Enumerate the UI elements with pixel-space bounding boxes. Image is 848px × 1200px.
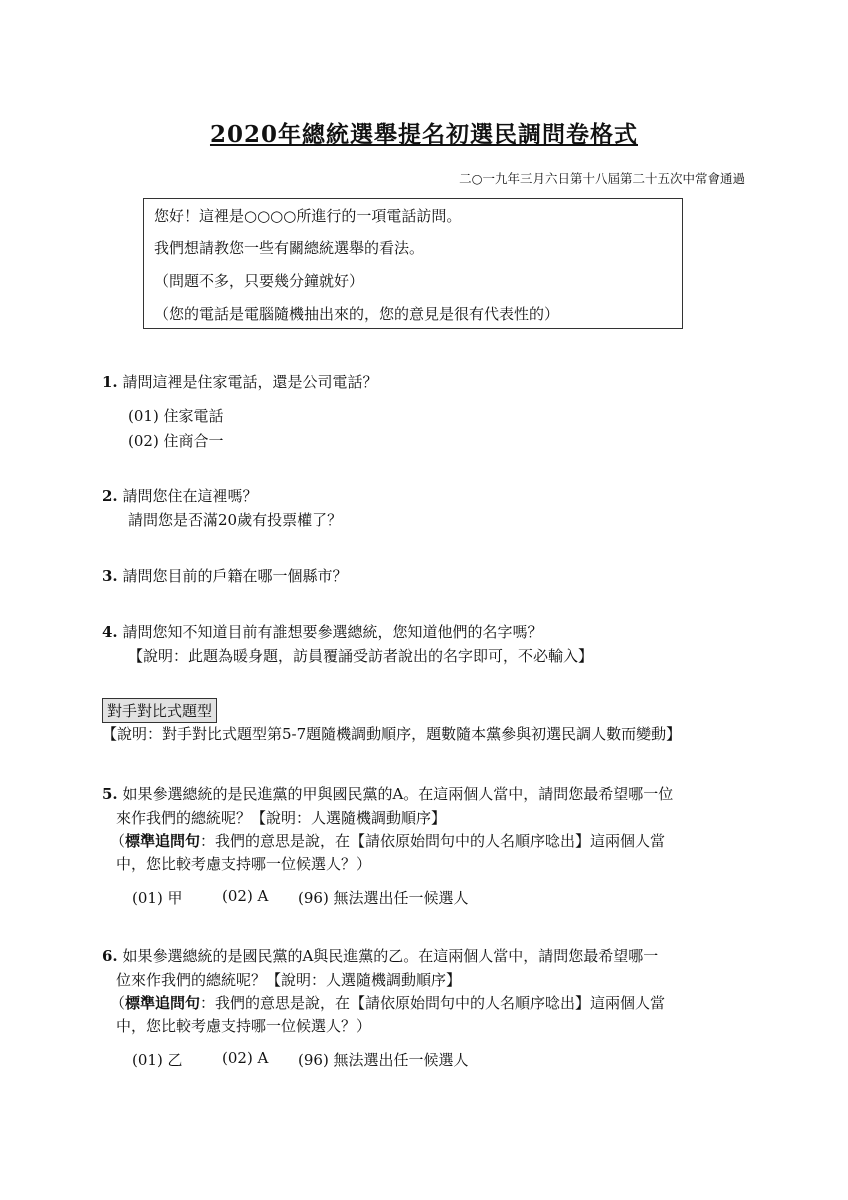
intro-line: 您好！這裡是○○○○所進行的一項電話訪問。 <box>154 207 462 225</box>
answer-option: (02) A <box>222 1049 269 1067</box>
question-3 <box>102 564 347 588</box>
question-text: 請問您知不知道目前有誰想要參選總統，您知道他們的名字嗎？ <box>122 623 543 641</box>
answer-option: (96) 無法選出任一候選人 <box>298 889 469 907</box>
question-number: 1. <box>102 373 118 391</box>
answer-option: (01) 住家電話 <box>128 407 224 425</box>
question-6 <box>102 944 658 968</box>
followup-question: （標準追問句：我們的意思是說，在【請依原始問句中的人名順序唸出】這兩個人當 <box>110 832 666 850</box>
approval-note: 二○一九年三月六日第十八屆第二十五次中常會通過 <box>459 171 745 186</box>
followup-label: 標準追問句 <box>125 832 201 850</box>
question-number: 4. <box>102 623 118 641</box>
question-number: 3. <box>102 567 118 585</box>
section-heading: 對手對比式題型 <box>102 698 217 723</box>
question-text: 來作我們的總統呢？【說明：人選隨機調動順序】 <box>116 809 447 827</box>
question-5 <box>102 782 673 806</box>
intro-line: 我們想請教您一些有關總統選舉的看法。 <box>154 239 425 257</box>
question-text: 請問這裡是住家電話，還是公司電話？ <box>122 373 378 391</box>
answer-option: (02) 住商合一 <box>128 432 224 450</box>
answer-option: (01) 乙 <box>132 1051 183 1069</box>
question-text: 請問您是否滿20歲有投票權了？ <box>128 511 343 529</box>
followup-question: （標準追問句：我們的意思是說，在【請依原始問句中的人名順序唸出】這兩個人當 <box>110 994 666 1012</box>
question-number: 5. <box>102 785 118 803</box>
section-note: 【說明：對手對比式題型第5-7題隨機調動順序，題數隨本黨參與初選民調人數而變動】 <box>102 725 682 743</box>
page-title: 2020年總統選舉提名初選民調問卷格式 <box>209 121 638 148</box>
question-text: 位來作我們的總統呢？【說明：人選隨機調動順序】 <box>116 971 462 989</box>
question-number: 6. <box>102 947 118 965</box>
answer-option: (01) 甲 <box>132 889 183 907</box>
followup-text: 中，您比較考慮支持哪一位候選人？） <box>116 855 372 873</box>
followup-text: ：我們的意思是說，在【請依原始問句中的人名順序唸出】這兩個人當 <box>200 832 666 850</box>
followup-label: 標準追問句 <box>125 994 201 1012</box>
intro-line: （問題不多，只要幾分鐘就好） <box>154 272 365 290</box>
question-4 <box>102 620 542 644</box>
answer-option: (02) A <box>222 887 269 905</box>
intro-line: （您的電話是電腦隨機抽出來的，您的意見是很有代表性的） <box>154 305 560 323</box>
question-1 <box>102 370 377 394</box>
question-text: 請問您住在這裡嗎？ <box>122 487 258 505</box>
question-note: 【說明：此題為暖身題，訪員覆誦受訪者說出的名字即可，不必輸入】 <box>128 647 594 665</box>
intro-box <box>143 198 683 329</box>
answer-option: (96) 無法選出任一候選人 <box>298 1051 469 1069</box>
question-text: 請問您目前的戶籍在哪一個縣市？ <box>122 567 348 585</box>
followup-text: ：我們的意思是說，在【請依原始問句中的人名順序唸出】這兩個人當 <box>200 994 666 1012</box>
question-text: 如果參選總統的是民進黨的甲與國民黨的A。在這兩個人當中，請問您最希望哪一位 <box>122 785 674 803</box>
question-text: 如果參選總統的是國民黨的A與民進黨的乙。在這兩個人當中，請問您最希望哪一 <box>122 947 659 965</box>
followup-text: 中，您比較考慮支持哪一位候選人？） <box>116 1017 372 1035</box>
question-2 <box>102 484 257 508</box>
question-number: 2. <box>102 487 118 505</box>
